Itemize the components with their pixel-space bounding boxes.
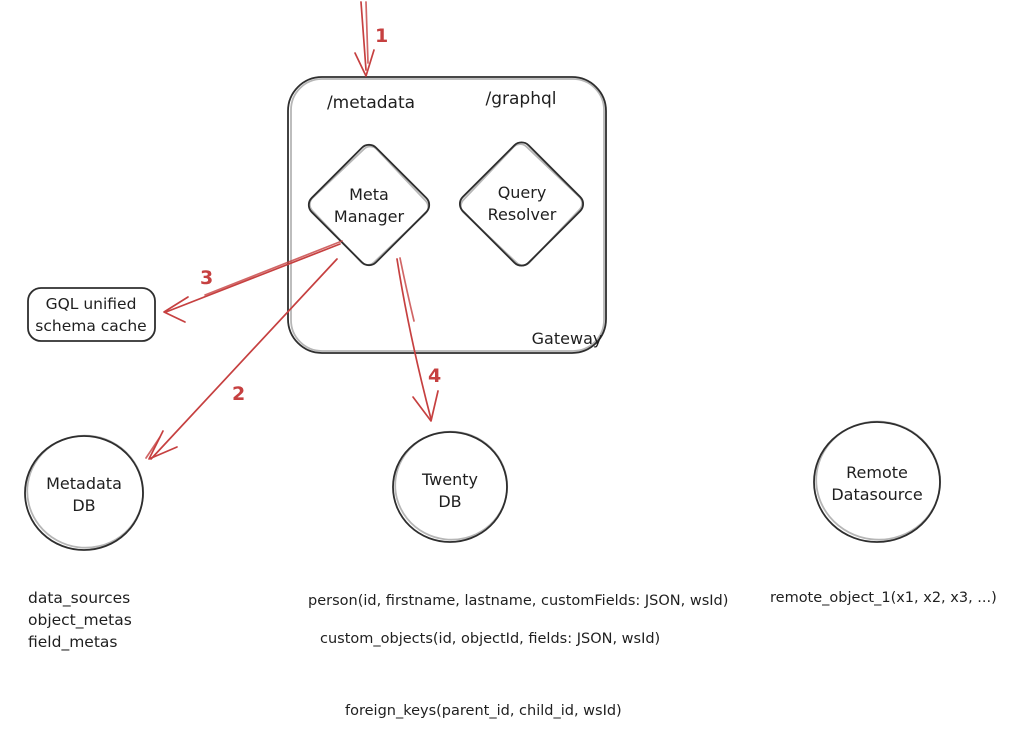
meta-manager-label-line1: Meta [349, 185, 389, 204]
arrow-3-number: 3 [200, 267, 214, 289]
tables-layer [28, 589, 997, 719]
twenty-db-label-line2: DB [438, 492, 462, 511]
route-graphql-label: /graphql [485, 89, 557, 109]
arrow-3-head [164, 297, 188, 322]
remote-datasource-table-0: remote_object_1(x1, x2, x3, ...) [770, 590, 997, 606]
remote-datasource-label-line2: Datasource [831, 485, 923, 504]
twenty-db-label-line1: Twenty [422, 470, 478, 489]
arrow-1-shaft [361, 2, 366, 70]
arrow-4-shaft [397, 259, 431, 419]
arrow-layer [146, 2, 438, 459]
arrow-1 [355, 2, 374, 76]
cache-label-line2: schema cache [35, 317, 147, 335]
arrow-number-layer [200, 25, 441, 405]
arrow-4 [397, 258, 438, 421]
metadata-db-table-1: object_metas [28, 611, 132, 629]
twenty-db-table-2: foreign_keys(parent_id, child_id, wsId) [345, 703, 622, 719]
arrow-3-shaft-sketch-line [205, 241, 342, 295]
metadata-db-label-line2: DB [72, 496, 96, 515]
arrow-2-shaft [151, 259, 337, 459]
remote-datasource-label-line1: Remote [846, 463, 908, 482]
arrow-4-number: 4 [428, 365, 442, 387]
meta-manager-label-line2: Manager [333, 207, 405, 226]
metadata-db-label-line1: Metadata [46, 474, 122, 493]
arrow-3-shaft [166, 244, 340, 312]
arrow-2 [146, 259, 337, 459]
arrow-1-shaft-sketch-line [366, 2, 368, 63]
query-resolver-shape [456, 138, 588, 270]
query-resolver-label-line1: Query [497, 183, 547, 202]
twenty-db-table-0: person(id, firstname, lastname, customFields: JSON, wsId) [308, 593, 729, 609]
ink-layer [20, 77, 947, 555]
twenty-db-table-1: custom_objects(id, objectId, fields: JSON, wsId) [320, 631, 661, 647]
cache-label-line1: GQL unified [45, 295, 137, 313]
metadata-db-table-2: field_metas [28, 633, 118, 651]
metadata-db-table-0: data_sources [28, 589, 131, 607]
arrow-2-number: 2 [232, 383, 246, 405]
query-resolver-label-line2: Resolver [487, 205, 557, 224]
gateway-label: Gateway [531, 329, 603, 348]
arrow-1-number: 1 [375, 25, 389, 47]
route-metadata-label: /metadata [326, 93, 416, 113]
